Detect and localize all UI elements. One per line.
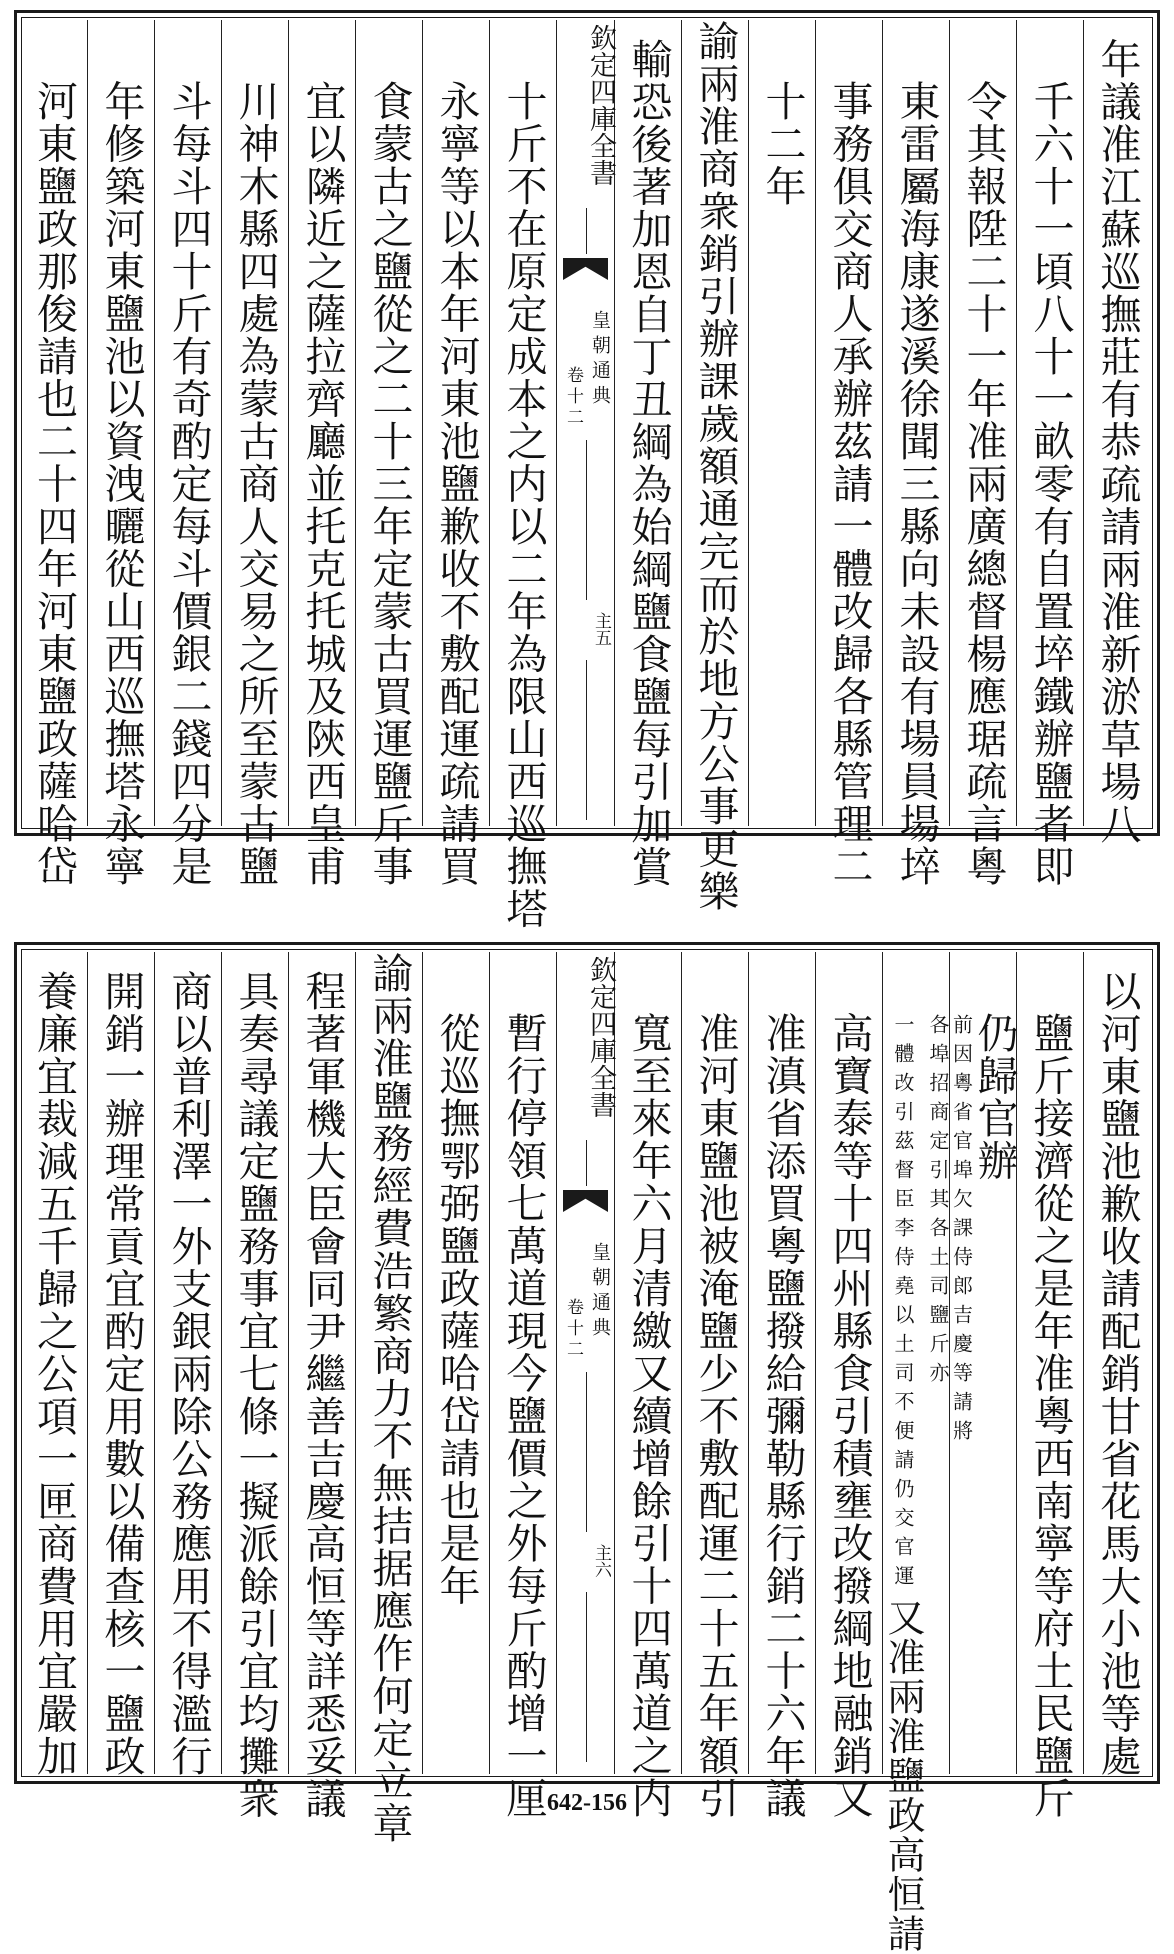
interlinear-note: 一體改引茲督臣李侍堯以土司不便請仍交官運 <box>891 1014 915 1594</box>
interlinear-note: 各埠招商定引其各土司鹽斤亦 <box>926 1014 950 1391</box>
text-column: 令其報陞二十一年准兩廣總督楊應琚疏言粵 <box>949 20 1016 826</box>
text-column: 年修築河東鹽池以資洩曬從山西巡撫塔永寧 <box>87 20 154 826</box>
leaf-number: 主六 <box>591 1544 611 1578</box>
book-series-title: 欽定四庫全書 <box>585 956 616 1118</box>
gutter-rule <box>586 440 587 600</box>
text-column: 諭兩淮鹽務經費浩繁商力不無拮据應作何定立章 <box>355 952 422 1774</box>
gutter-rule <box>586 1592 587 1762</box>
text-column: 具奏尋議定鹽務事宜七條一擬派餘引宜均攤衆 <box>221 952 288 1774</box>
gutter-rule <box>586 1372 587 1532</box>
text-column-with-notes: 各埠招商定引其各土司鹽斤亦 一體改引茲督臣李侍堯以土司不便請仍交官運 又准兩淮鹽政高恒請 <box>882 952 949 1774</box>
text-column: 准滇省添買粵鹽撥給彌勒縣行銷二十六年議 <box>748 952 815 1774</box>
text-column: 食蒙古之鹽從之二十三年定蒙古買運鹽斤事 <box>355 20 422 826</box>
page-number: 642-156 <box>547 1790 627 1816</box>
text-column: 川神木縣四處為蒙古商人交易之所至蒙古鹽 <box>221 20 288 826</box>
text-column: 暫行停領七萬道現今鹽價之外每斤酌增一厘 <box>489 952 556 1774</box>
book-series-title: 欽定四庫全書 <box>585 24 616 186</box>
text-column: 年議准江蘇巡撫莊有恭疏請兩淮新淤草場八 <box>1083 20 1150 826</box>
leaf-number: 主五 <box>591 612 611 646</box>
text-column-with-notes: 仍歸官辦 前因粵省官埠欠課侍郎吉慶等請將 <box>949 952 1016 1774</box>
text-column: 諭兩淮商衆銷引辦課歲額通完而於地方公事更樂 <box>681 20 748 826</box>
volume-label: 卷十二 <box>563 1298 583 1361</box>
text-column: 以河東鹽池歉收請配銷甘省花馬大小池等處 <box>1083 952 1150 1774</box>
book-title: 皇朝通典 <box>589 310 611 410</box>
text-column: 河東鹽政那俊請也二十四年河東鹽政薩哈岱 <box>30 80 78 888</box>
text-column: 千六十一頃八十一畝零有自置埣鐵辦鹽者即 <box>1016 20 1083 826</box>
text-column: 開銷一辦理常貢宜酌定用數以備查核一鹽政 <box>87 952 154 1774</box>
volume-label: 卷十二 <box>563 366 583 429</box>
text-column: 商以普利澤一外支銀兩除公務應用不得濫行 <box>154 952 221 1774</box>
fish-tail-mark-icon <box>563 1190 608 1212</box>
center-gutter <box>556 952 614 1774</box>
text-column: 永寧等以本年河東池鹽歉收不敷配運疏請買 <box>422 20 489 826</box>
text-column: 寬至來年六月清繳又續增餘引十四萬道之内 <box>614 952 681 1774</box>
book-title: 皇朝通典 <box>589 1242 611 1342</box>
text-column: 程著軍機大臣會同尹繼善吉慶高恒等詳悉妥議 <box>288 952 355 1774</box>
gutter-rule <box>586 660 587 820</box>
interlinear-note: 前因粵省官埠欠課侍郎吉慶等請將 <box>949 1014 974 1449</box>
text-column: 事務俱交商人承辦茲請一體改歸各縣管理二 <box>815 20 882 826</box>
text-column: 准河東鹽池被淹鹽少不敷配運二十五年額引 <box>681 952 748 1774</box>
text-column: 高寶泰等十四州縣食引積壅改撥綱地融銷又 <box>815 952 882 1774</box>
gutter-rule <box>586 208 587 254</box>
text-column: 十二年 <box>748 20 815 826</box>
text-column: 斗每斗四十斤有奇酌定每斗價銀二錢四分是 <box>154 20 221 826</box>
text-column: 輸恐後著加恩自丁丑綱為始綱鹽食鹽每引加賞 <box>614 20 681 826</box>
text-column: 養廉宜裁減五千歸之公項一匣商費用宜嚴加 <box>30 970 78 1778</box>
text-column: 鹽斤接濟從之是年准粵西南寧等府土民鹽斤 <box>1016 952 1083 1774</box>
top-page <box>14 10 1160 930</box>
fish-tail-mark-icon <box>563 258 608 280</box>
center-gutter <box>556 20 614 826</box>
text-column: 從巡撫鄂弼鹽政薩哈岱請也是年 <box>422 952 489 1774</box>
text-column: 東雷屬海康遂溪徐聞三縣向未設有場員場埣 <box>882 20 949 826</box>
gutter-rule <box>586 1140 587 1186</box>
text-column: 宜以隣近之薩拉齊廳並托克托城及陝西皇甫 <box>288 20 355 826</box>
text-column: 十斤不在原定成本之内以二年為限山西巡撫塔 <box>489 20 556 826</box>
